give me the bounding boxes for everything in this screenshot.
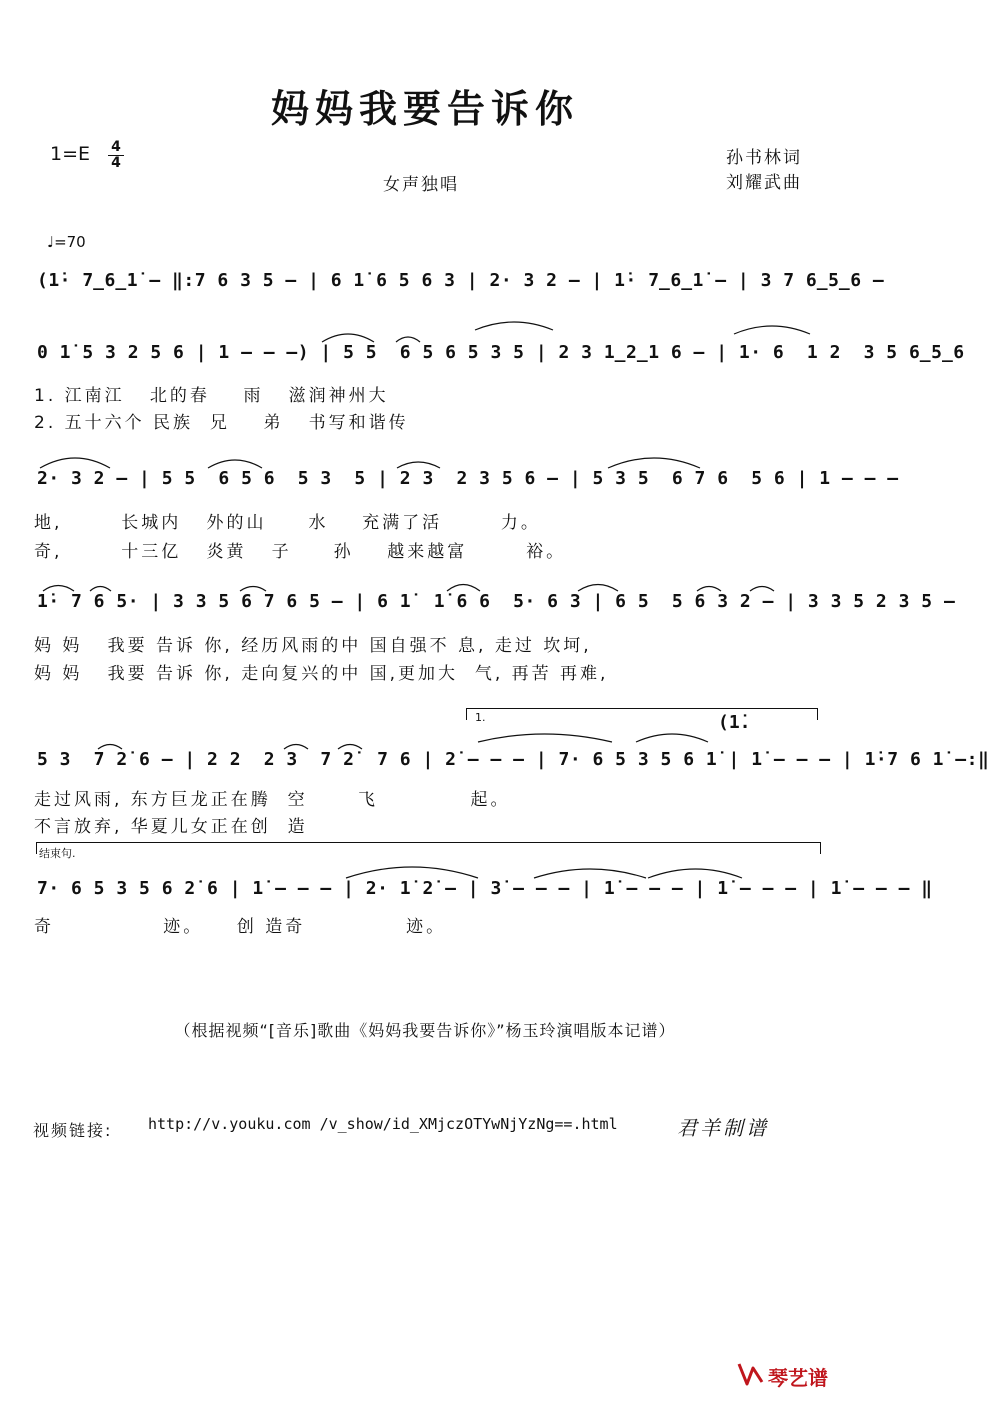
lyric-line-4-verse-1: 妈 妈 我要 告诉 你, 经历风雨的中 国自强不 息, 走过 坎坷, (34, 636, 592, 656)
lyric-line-5-verse-2: 不言放弃, 华夏儿女正在创 造 (34, 817, 308, 837)
lyric-line-2-verse-1: 1. 江南江 北的春 雨 滋润神州大 (34, 386, 389, 406)
notation-text: 0 1̇ 5 3 2 5 6 | 1 – – –) | 5 5 6 5 6 5 3 5 | 2 3 1̲2̲1 6 – | 1· 6 1 2 3 5 6̲5̲6 (37, 342, 965, 363)
notation-text: 5 3 7 2̇ 6 – | 2 2 2 3 7 2̇ 7 6 | 2̇ – – – | 7· 6 5 3 5 6 1̇ | 1̇ – – – | 1̇·7 6 1̇ –:‖ (37, 749, 989, 770)
notation-text: 7· 6 5 3 5 6 2̇ 6 | 1̇ – – – | 2· 1̇ 2̇ – | 3̇ – – – | 1̇ – – – | 1̇ – – – | 1̇ – – – ‖ (37, 878, 933, 899)
notation-text: 2· 3 2 – | 5 5 6 5 6 5 3 5 | 2 3 2 3 5 6 – | 5 3 5 6 7 6 5 6 | 1 – – – (37, 468, 899, 489)
notation-text: 1̇· 7 6 5· | 3 3 5 6 7 6 5 – | 6 1̇ 1̇ 6 6 5· 6 3 | 6 5 5 6 3 2 – | 3 3 5 2 3 5 – (37, 591, 956, 612)
video-link-url[interactable]: http://v.youku.com /v_show/id_XMjczOTYwNjYzNg==.html (148, 1115, 618, 1133)
performance-type: 女声独唱 (383, 175, 459, 195)
logo-text: 琴艺谱 (768, 1366, 828, 1390)
lyric-line-5-verse-1: 走过风雨, 东方巨龙正在腾 空 飞 起。 (34, 790, 511, 810)
lyric-line-3-verse-1: 地, 长城内 外的山 水 充满了活 力。 (34, 513, 541, 533)
lyric-line-3-verse-2: 奇, 十三亿 炎黄 子 孙 越来越富 裕。 (34, 542, 567, 562)
video-link-label: 视频链接: (33, 1121, 113, 1140)
brand-logo (736, 1360, 836, 1390)
tempo-marking: ♩=70 (47, 233, 86, 251)
first-ending-label: 1. (475, 711, 486, 724)
time-signature-bottom: 4 (108, 155, 124, 171)
lyric-line-6: 奇 迹。 创 造奇 迹。 (34, 917, 447, 937)
time-signature-top: 4 (111, 139, 121, 155)
song-title: 妈妈我要告诉你 (270, 86, 579, 131)
key-signature: 1=E (50, 143, 91, 165)
transcription-source-note: （根据视频“[音乐]歌曲《妈妈我要告诉你》”杨玉玲演唱版本记谱） (174, 1021, 676, 1040)
composer-credit: 刘耀武曲 (726, 173, 802, 193)
transcriber-signature: 君羊制谱 (677, 1116, 769, 1140)
second-ending-mark: (1̇. (718, 712, 751, 733)
logo-icon (736, 1360, 766, 1388)
lyric-line-4-verse-2: 妈 妈 我要 告诉 你, 走向复兴的中 国,更加大 气, 再苦 再难, (34, 664, 609, 684)
coda-label: 结束句. (39, 847, 76, 860)
lyric-line-2-verse-2: 2. 五十六个 民族 兄 弟 书写和谐传 (34, 413, 409, 433)
notation-text: (1̇· 7̲6̲1̇ – ‖:7 6 3 5 – | 6 1̇ 6 5 6 3 | 2· 3 2 – | 1̇· 7̲6̲1̇ – | 3 7 6̲5̲6 – (37, 270, 885, 291)
lyricist-credit: 孙书林词 (726, 148, 802, 168)
